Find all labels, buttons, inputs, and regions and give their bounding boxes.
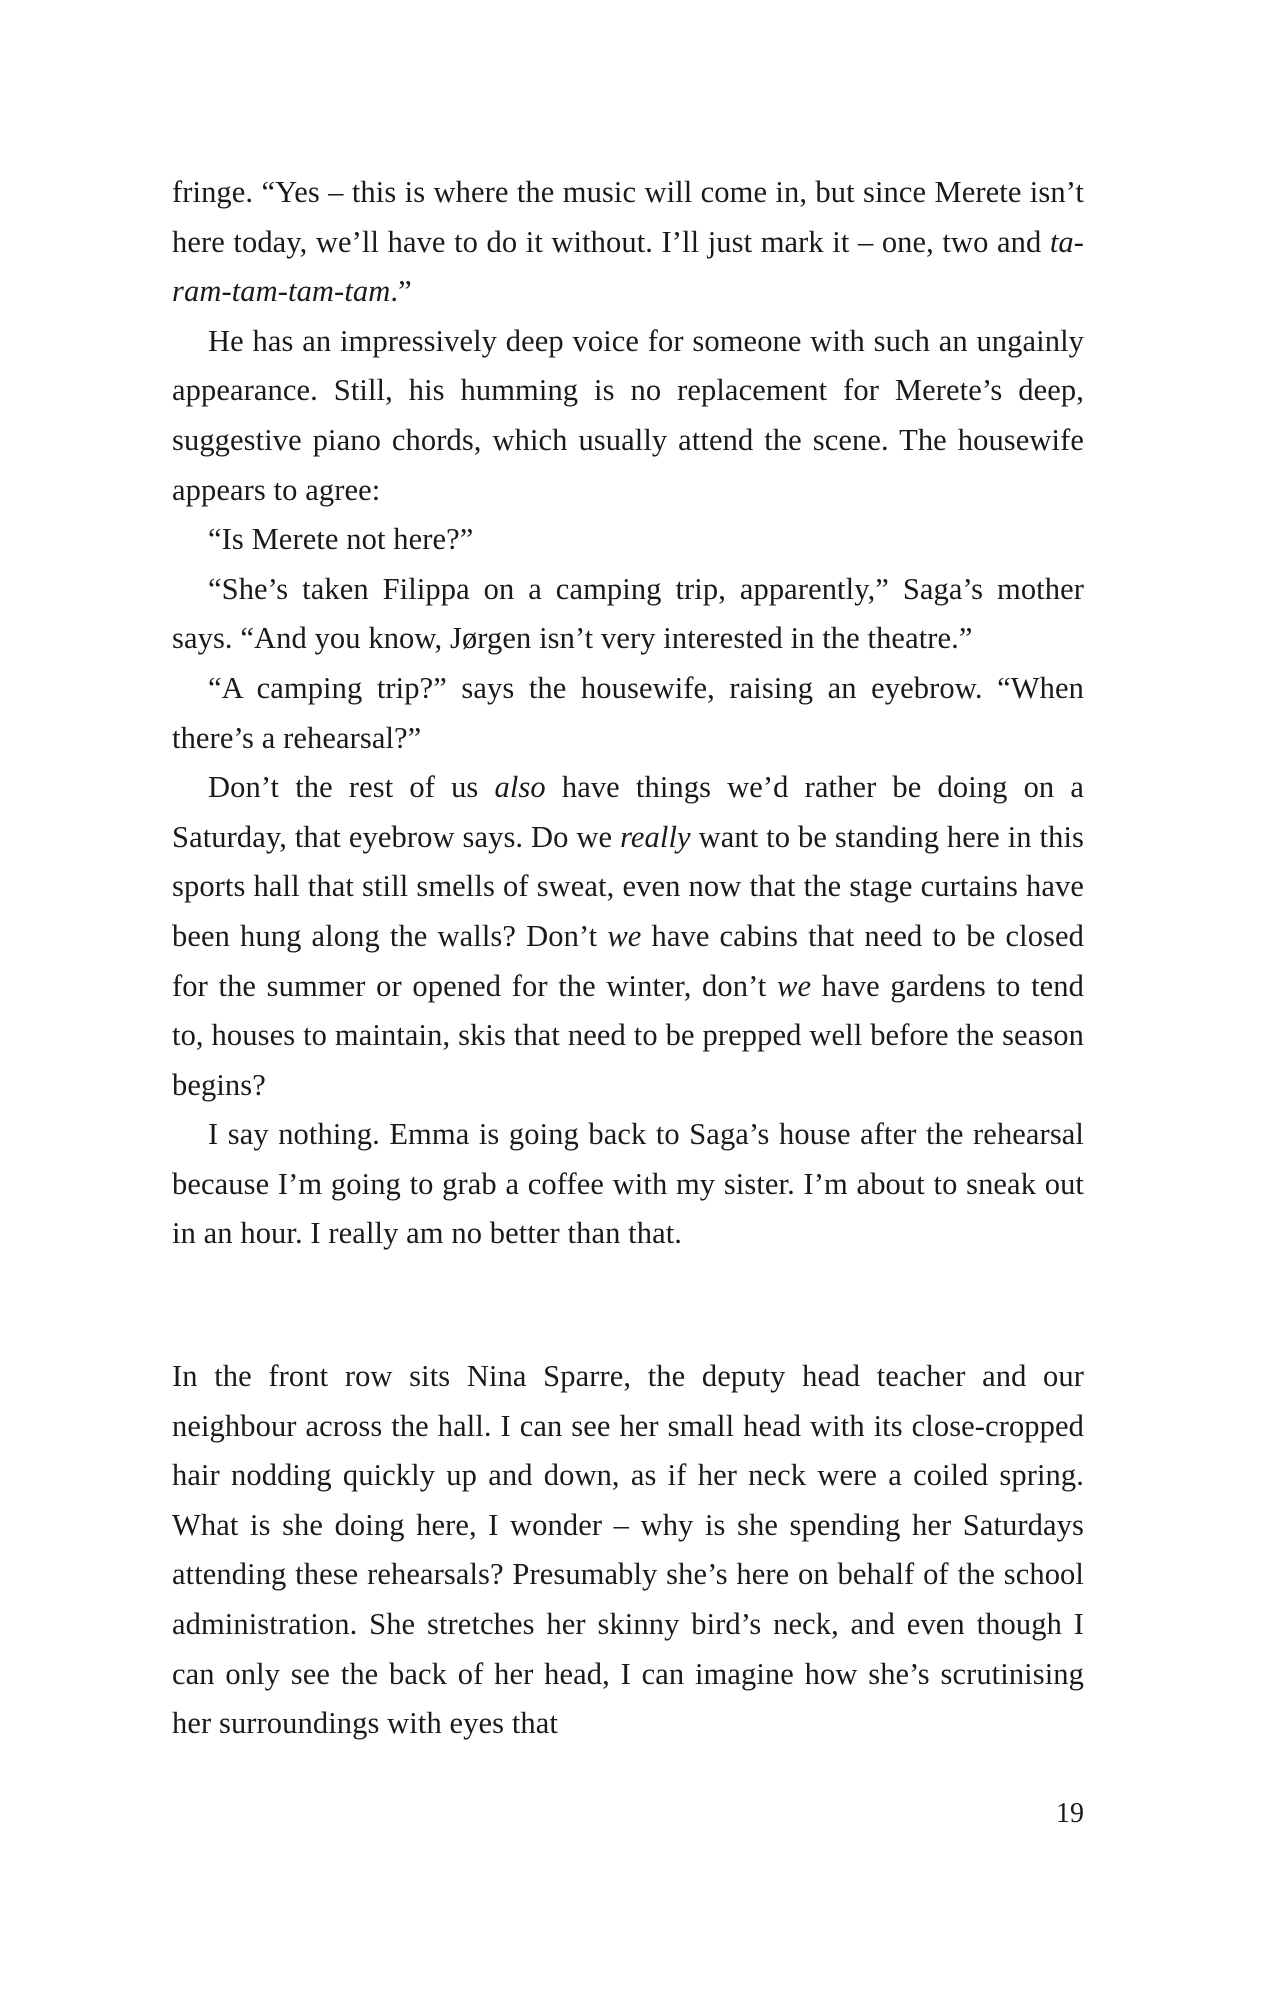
paragraph-continuation	[172, 168, 1084, 317]
paragraph: He has an impressively deep voice for someone with such an ungainly appearance. Still, his humming is no replacement for Merete’s deep, suggestive piano chords, which usually attend the scene. The housewife appears to agree:	[172, 323, 1084, 507]
paragraph-text: want to be standing here in this sports hall that still smells of sweat, even now that the stage curtains have been hung along the walls? Don’t	[172, 819, 1084, 953]
italic-text: really	[620, 819, 691, 854]
paragraph-text-end: .”	[390, 274, 412, 309]
paragraph: I say nothing. Emma is going back to Saga’s house after the rehearsal because I’m going to grab a coffee with my sister. I’m about to sneak out in an hour. I really am no better than that.	[172, 1117, 1084, 1251]
paragraph-text: have cabins that need to be closed for the summer or opened for the winter, don’t	[172, 918, 1085, 1003]
dialogue-paragraph: “She’s taken Filippa on a camping trip, apparently,” Saga’s mother says. “And you know, Jørgen isn’t very interested in the theatre.”	[172, 571, 1084, 656]
italic-text: ta-ram-tam-tam-tam	[172, 224, 1084, 309]
paragraph-text: have things we’d rather be doing on a Saturday, that eyebrow says. Do we	[172, 770, 1085, 854]
italic-text: we	[777, 968, 812, 1003]
text-section-1	[172, 168, 1084, 1259]
italic-text: also	[494, 770, 546, 805]
italic-text: we	[607, 918, 642, 953]
dialogue-paragraph: “A camping trip?” says the housewife, raising an eyebrow. “When there’s a rehearsal?”	[172, 670, 1084, 755]
text-section-2	[172, 1352, 1084, 1749]
page-number: 19	[1056, 1798, 1084, 1829]
paragraph	[172, 763, 1084, 1110]
section-opening-paragraph: In the front row sits Nina Sparre, the deputy head teacher and our neighbour across the hall. I can see her small head with its close-cropped hair nodding quickly up and down, as if her neck were a coiled spring. What is she doing here, I wonder – why is she spending her Saturdays attending these rehearsals? Presumably she’s here on behalf of the school administration. She stretches her skinny bird’s neck, and even though I can only see the back of her head, I can imagine how she’s scrutinising her surroundings with eyes that	[172, 1359, 1084, 1741]
paragraph-text: have gardens to tend to, houses to maintain, skis that need to be prepped well before the season begins?	[172, 968, 1084, 1102]
dialogue-paragraph: “Is Merete not here?”	[208, 522, 474, 557]
paragraph-text: fringe. “Yes – this is where the music will come in, but since Merete isn’t here today, we’ll have to do it without. I’ll just mark it – one, two and	[172, 175, 1084, 259]
paragraph-text: Don’t the rest of us	[208, 770, 495, 805]
